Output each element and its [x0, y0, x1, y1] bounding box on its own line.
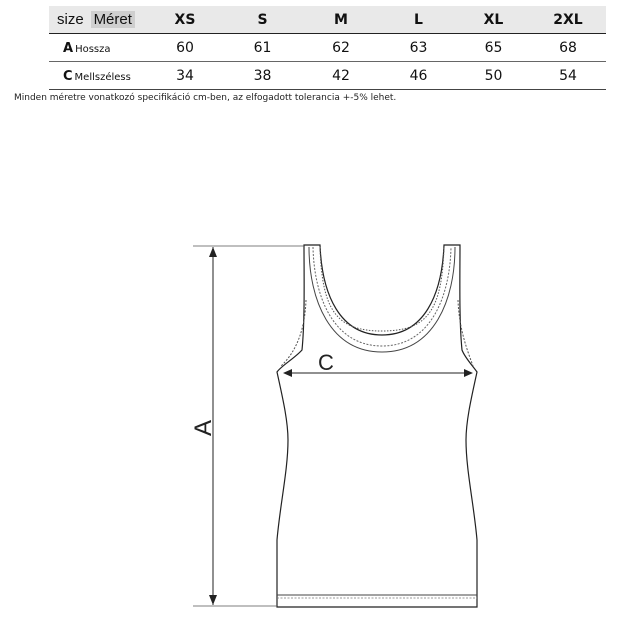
table-cell: 68 — [530, 34, 606, 62]
meret-label: Méret — [91, 11, 135, 28]
neck-inner-edge — [320, 247, 444, 331]
table-cell: 62 — [302, 34, 380, 62]
table-cell: 50 — [457, 62, 530, 90]
size-label: size — [57, 11, 84, 28]
table-cell: 42 — [302, 62, 380, 90]
table-cell: 65 — [457, 34, 530, 62]
size-header-cell: L — [380, 6, 457, 34]
length-arrow-bottom — [209, 595, 217, 605]
table-cell: 46 — [380, 62, 457, 90]
chest-label: C — [318, 350, 334, 375]
row-key: C — [63, 68, 73, 84]
row-label: Mellszéless — [74, 71, 131, 83]
row-label: Hossza — [75, 43, 111, 55]
size-header-cell: XS — [147, 6, 223, 34]
table-cell: 34 — [147, 62, 223, 90]
table-cell: 38 — [223, 62, 302, 90]
size-header-cell: S — [223, 6, 302, 34]
tolerance-note: Minden méretre vonatkozó specifikáció cm-ben, az elfogadott tolerancia +-5% lehet. — [14, 93, 397, 103]
table-cell: 63 — [380, 34, 457, 62]
size-header-cell: M — [302, 6, 380, 34]
row-key: A — [63, 40, 74, 56]
chest-arrow-left — [283, 369, 292, 377]
length-arrow-top — [209, 247, 217, 257]
table-cell: 60 — [147, 34, 223, 62]
left-armhole-binding — [281, 300, 306, 366]
chest-arrow-right — [464, 369, 473, 377]
size-header-cell: XL — [457, 6, 530, 34]
length-label: A — [190, 419, 217, 437]
table-cell: 61 — [223, 34, 302, 62]
size-header-cell: 2XL — [530, 6, 606, 34]
table-cell: 54 — [530, 62, 606, 90]
